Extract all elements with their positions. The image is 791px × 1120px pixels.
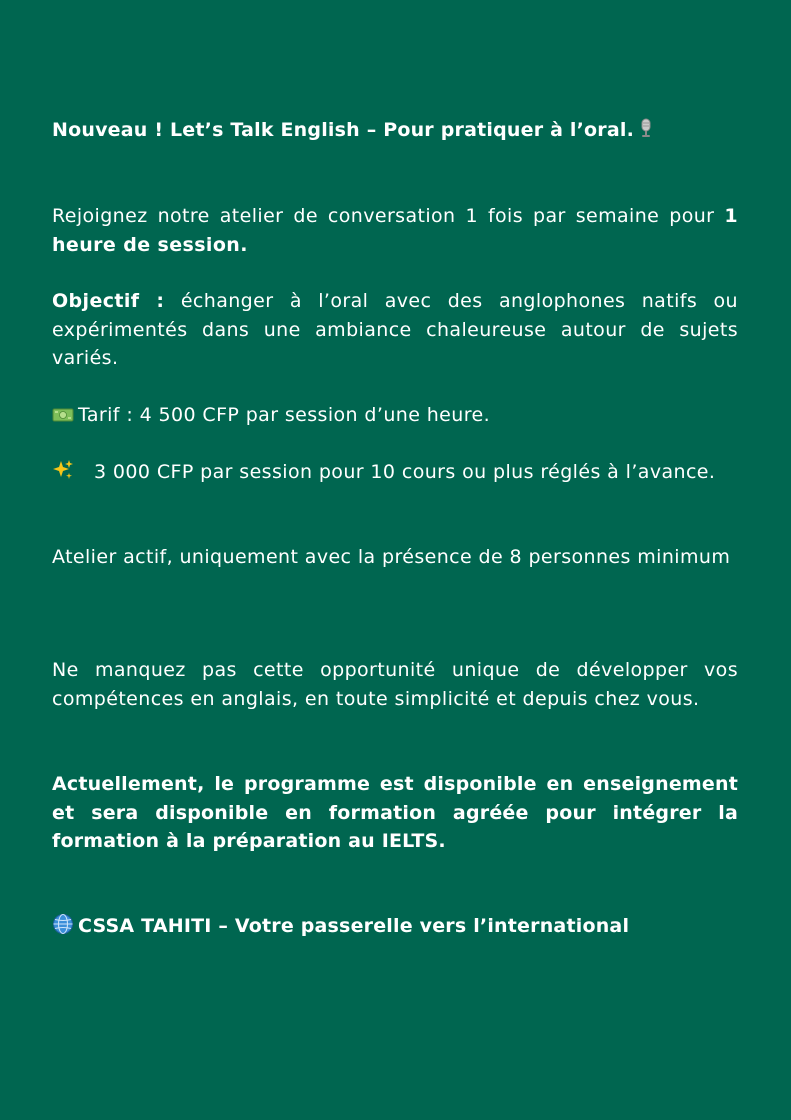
footer-line [52, 912, 738, 944]
discount-paragraph [52, 458, 738, 490]
microphone-icon [638, 118, 654, 147]
opportunity-paragraph [52, 656, 738, 713]
objective-label: Objectif : [52, 290, 165, 312]
sparkles-icon [52, 459, 74, 490]
condition-text: Atelier actif, uniquement avec la présence de 8 personnes minimum [52, 546, 731, 568]
intro-bold: 1 heure de session. [52, 205, 738, 256]
program-text: Actuellement, le programme est disponible en enseignement et sera disponible en formation agréée pour intégrer la formation à la préparation au IELTS. [52, 773, 738, 852]
headline [52, 116, 738, 147]
intro-paragraph [52, 202, 738, 259]
price-text: Tarif : 4 500 CFP par session d’une heure. [78, 404, 491, 426]
condition-paragraph [52, 543, 738, 572]
objective-text: échanger à l’oral avec des anglophones natifs ou expérimentés dans une ambiance chaleureuse autour de sujets variés. [52, 290, 738, 369]
money-icon [52, 404, 74, 433]
objective-paragraph [52, 287, 738, 373]
discount-text: 3 000 CFP par session pour 10 cours ou plus réglés à l’avance. [94, 461, 716, 483]
footer-text: CSSA TAHITI – Votre passerelle vers l’international [78, 915, 630, 937]
price-paragraph [52, 401, 738, 433]
program-paragraph [52, 770, 738, 856]
opportunity-text: Ne manquez pas cette opportunité unique de développer vos compétences en anglais, en toute simplicité et depuis chez vous. [52, 659, 738, 710]
headline-text: Nouveau ! Let’s Talk English – Pour pratiquer à l’oral. [52, 119, 635, 141]
intro-text: Rejoignez notre atelier de conversation 1 fois par semaine pour [52, 205, 725, 227]
globe-icon [52, 913, 74, 944]
